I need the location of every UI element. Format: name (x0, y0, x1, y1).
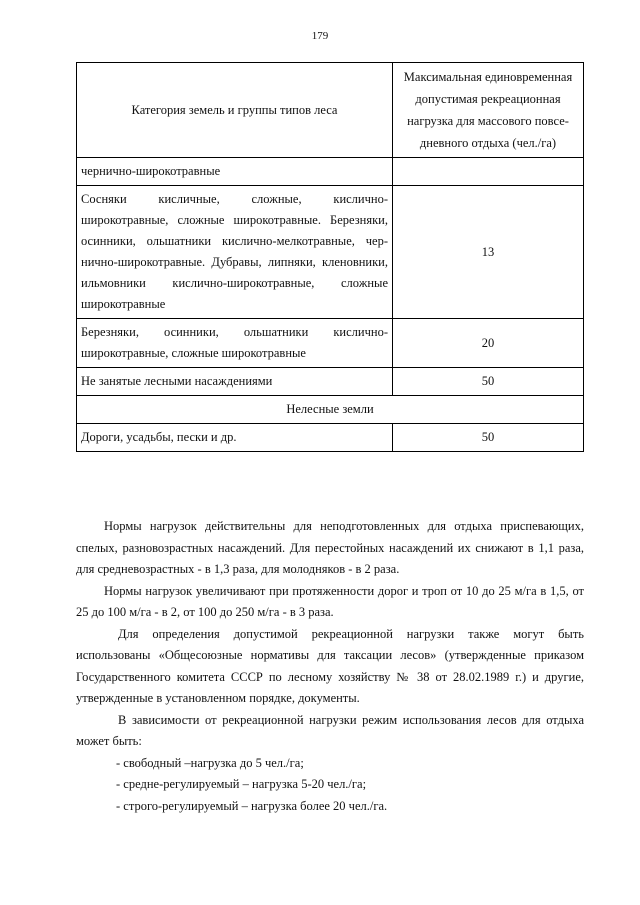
row-value (393, 158, 584, 186)
table-header-row (77, 63, 584, 158)
table-row (77, 424, 584, 452)
table-row (77, 368, 584, 396)
row-category: Не занятые лесными насаждениями (77, 368, 393, 396)
table-row (77, 158, 584, 186)
row-value: 13 (393, 186, 584, 319)
list-item: - свободный –нагрузка до 5 чел./га; (116, 755, 304, 770)
paragraph: Нормы нагрузок увеличивают при протяженности дорог и троп от 10 до 25 м/га в 1,5, от 25 до 100 м/га - в 2, от 100 до 250 м/га - в 3 раза. (76, 583, 584, 619)
row-category: Дороги, усадьбы, пески и др. (77, 424, 393, 452)
header-category: Категория земель и группы типов леса (77, 63, 393, 158)
paragraph: Для определения допустимой рекреационной нагрузки также могут быть использованы «Общесоюзные нормативы для таксации лесов» (утвержденные приказом Государственного комитета СССР по лесному хозяйству № 38 от 28.02.1989 г.) и другие, утвержденные в установленном порядке, документы. (76, 626, 584, 705)
section-heading: Нелесные земли (77, 396, 584, 424)
row-value: 50 (393, 424, 584, 452)
row-category: Березняки, осинники, ольшатники кислично-широкотравные, сложные широкотравные (77, 319, 393, 368)
recreational-load-table (76, 62, 584, 452)
table-section-row (77, 396, 584, 424)
paragraph: В зависимости от рекреационной нагрузки режим использования лесов для отдыха может быть: (76, 712, 584, 748)
table-row (77, 319, 584, 368)
page-number: 179 (311, 30, 329, 42)
list-item: - средне-регулируемый – нагрузка 5-20 чел./га; (116, 777, 367, 791)
table-row (77, 186, 584, 319)
row-value: 20 (393, 319, 584, 368)
header-load: Максимальная единовременная допустимая рекреационная нагрузка для массового повсе-дневного отдыха (чел./га) (393, 63, 584, 158)
paragraph: Нормы нагрузок действительны для неподготовленных для отдыха приспевающих, спелых, разновозрастных насаждений. Для перестойных насаждений их снижают в 1,1 раза, для средневозрастных - в 1,3 раза, для молодняков - в 2 раза. (76, 519, 584, 576)
row-category: Сосняки кисличные, сложные, кислично-широкотравные, сложные широкотравные. Березняки, осинники, ольшатники кислично-мелкотравные, чер-нично-широкотравные. Дубравы, липняки, кленовники, ильмовники кислично-широкотравные, сложные широкотравные (77, 186, 393, 319)
row-value: 50 (393, 368, 584, 396)
list-item: - строго-регулируемый – нагрузка более 20 чел./га. (116, 798, 388, 813)
body-text (76, 516, 584, 817)
row-category: чернично-широкотравные (77, 158, 393, 186)
